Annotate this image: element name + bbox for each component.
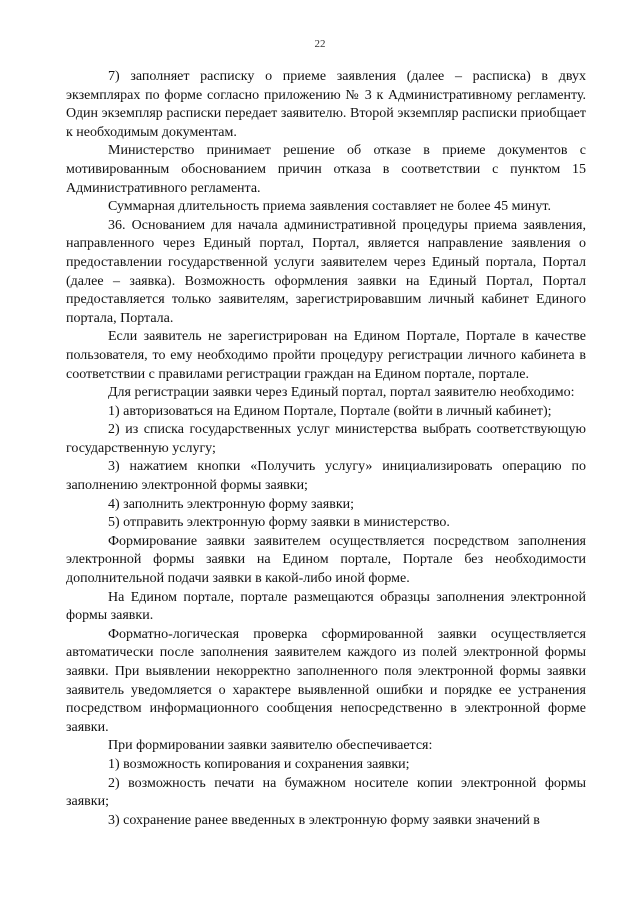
list-item-copy-save: 1) возможность копирования и сохранения заявки; bbox=[108, 756, 410, 772]
list-item-fill-form: 4) заполнить электронную форму заявки; bbox=[108, 496, 355, 512]
document-body bbox=[66, 68, 586, 830]
list-item-keep-values: 3) сохранение ранее введенных в электронную форму заявки значений в bbox=[108, 812, 540, 828]
paragraph-provided-features: При формировании заявки заявителю обеспечивается: bbox=[108, 738, 433, 754]
paragraph-validation: Форматно-логическая проверка сформированной заявки осуществляется автоматически после заполнения заявителем каждого из полей электронной формы заявки. При выявлении некорректно заполненного поля электронной формы заявки заявитель уведомляется о характере выявленной ошибки и порядке ее устранения посредством информационного сообщения непосредственно в электронной форме заявки. bbox=[66, 626, 586, 735]
paragraph-form-creation: Формирование заявки заявителем осуществляется посредством заполнения электронной формы заявки на Едином портале, Портале без необходимости дополнительной подачи заявки в какой-либо иной форме. bbox=[66, 533, 586, 587]
paragraph-registration-intro: Для регистрации заявки через Единый портал, портал заявителю необходимо: bbox=[108, 385, 575, 401]
paragraph-refusal-decision: Министерство принимает решение об отказе в приеме документов с мотивированным обоснованием причин отказа в соответствии с пунктом 15 Административного регламента. bbox=[66, 143, 586, 196]
page-number: 22 bbox=[314, 38, 326, 50]
list-item-print: 2) возможность печати на бумажном носителе копии электронной формы заявки; bbox=[66, 775, 586, 810]
list-item-get-service-button: 3) нажатием кнопки «Получить услугу» инициализировать операцию по заполнению электронной формы заявки; bbox=[66, 459, 586, 494]
list-item-authorize: 1) авторизоваться на Едином Портале, Портале (войти в личный кабинет); bbox=[108, 403, 552, 419]
paragraph-unregistered-user: Если заявитель не зарегистрирован на Едином Портале, Портале в качестве пользователя, то ему необходимо пройти процедуру регистрации личного кабинета в соответствии с правилами регистрации граждан на Едином портале, портале. bbox=[66, 329, 586, 382]
paragraph-duration: Суммарная длительность приема заявления составляет не более 45 минут. bbox=[108, 199, 551, 215]
paragraph-samples: На Едином портале, портале размещаются образцы заполнения электронной формы заявки. bbox=[66, 589, 586, 624]
list-item-select-service: 2) из списка государственных услуг министерства выбрать соответствующую государственную услугу; bbox=[66, 422, 586, 456]
list-item-send-form: 5) отправить электронную форму заявки в министерство. bbox=[108, 515, 450, 531]
paragraph-item-36: 36. Основанием для начала административной процедуры приема заявления, направленного через Единый портал, Портал, является направление заявления о предоставлении государственной услуги заявителем через Единый портала, Портал (далее – заявка). Возможность оформления заявки на Единый Портал, Портал предоставляется только заявителям, зарегистрировавшим личный кабинет Единого портала, Портала. bbox=[66, 217, 586, 326]
paragraph-receipt: 7) заполняет расписку о приеме заявления (далее – расписка) в двух экземплярах по форме согласно приложению № 3 к Административному регламенту. Один экземпляр расписки передает заявителю. Второй экземпляр расписки приобщает к необходимым документам. bbox=[66, 69, 586, 140]
